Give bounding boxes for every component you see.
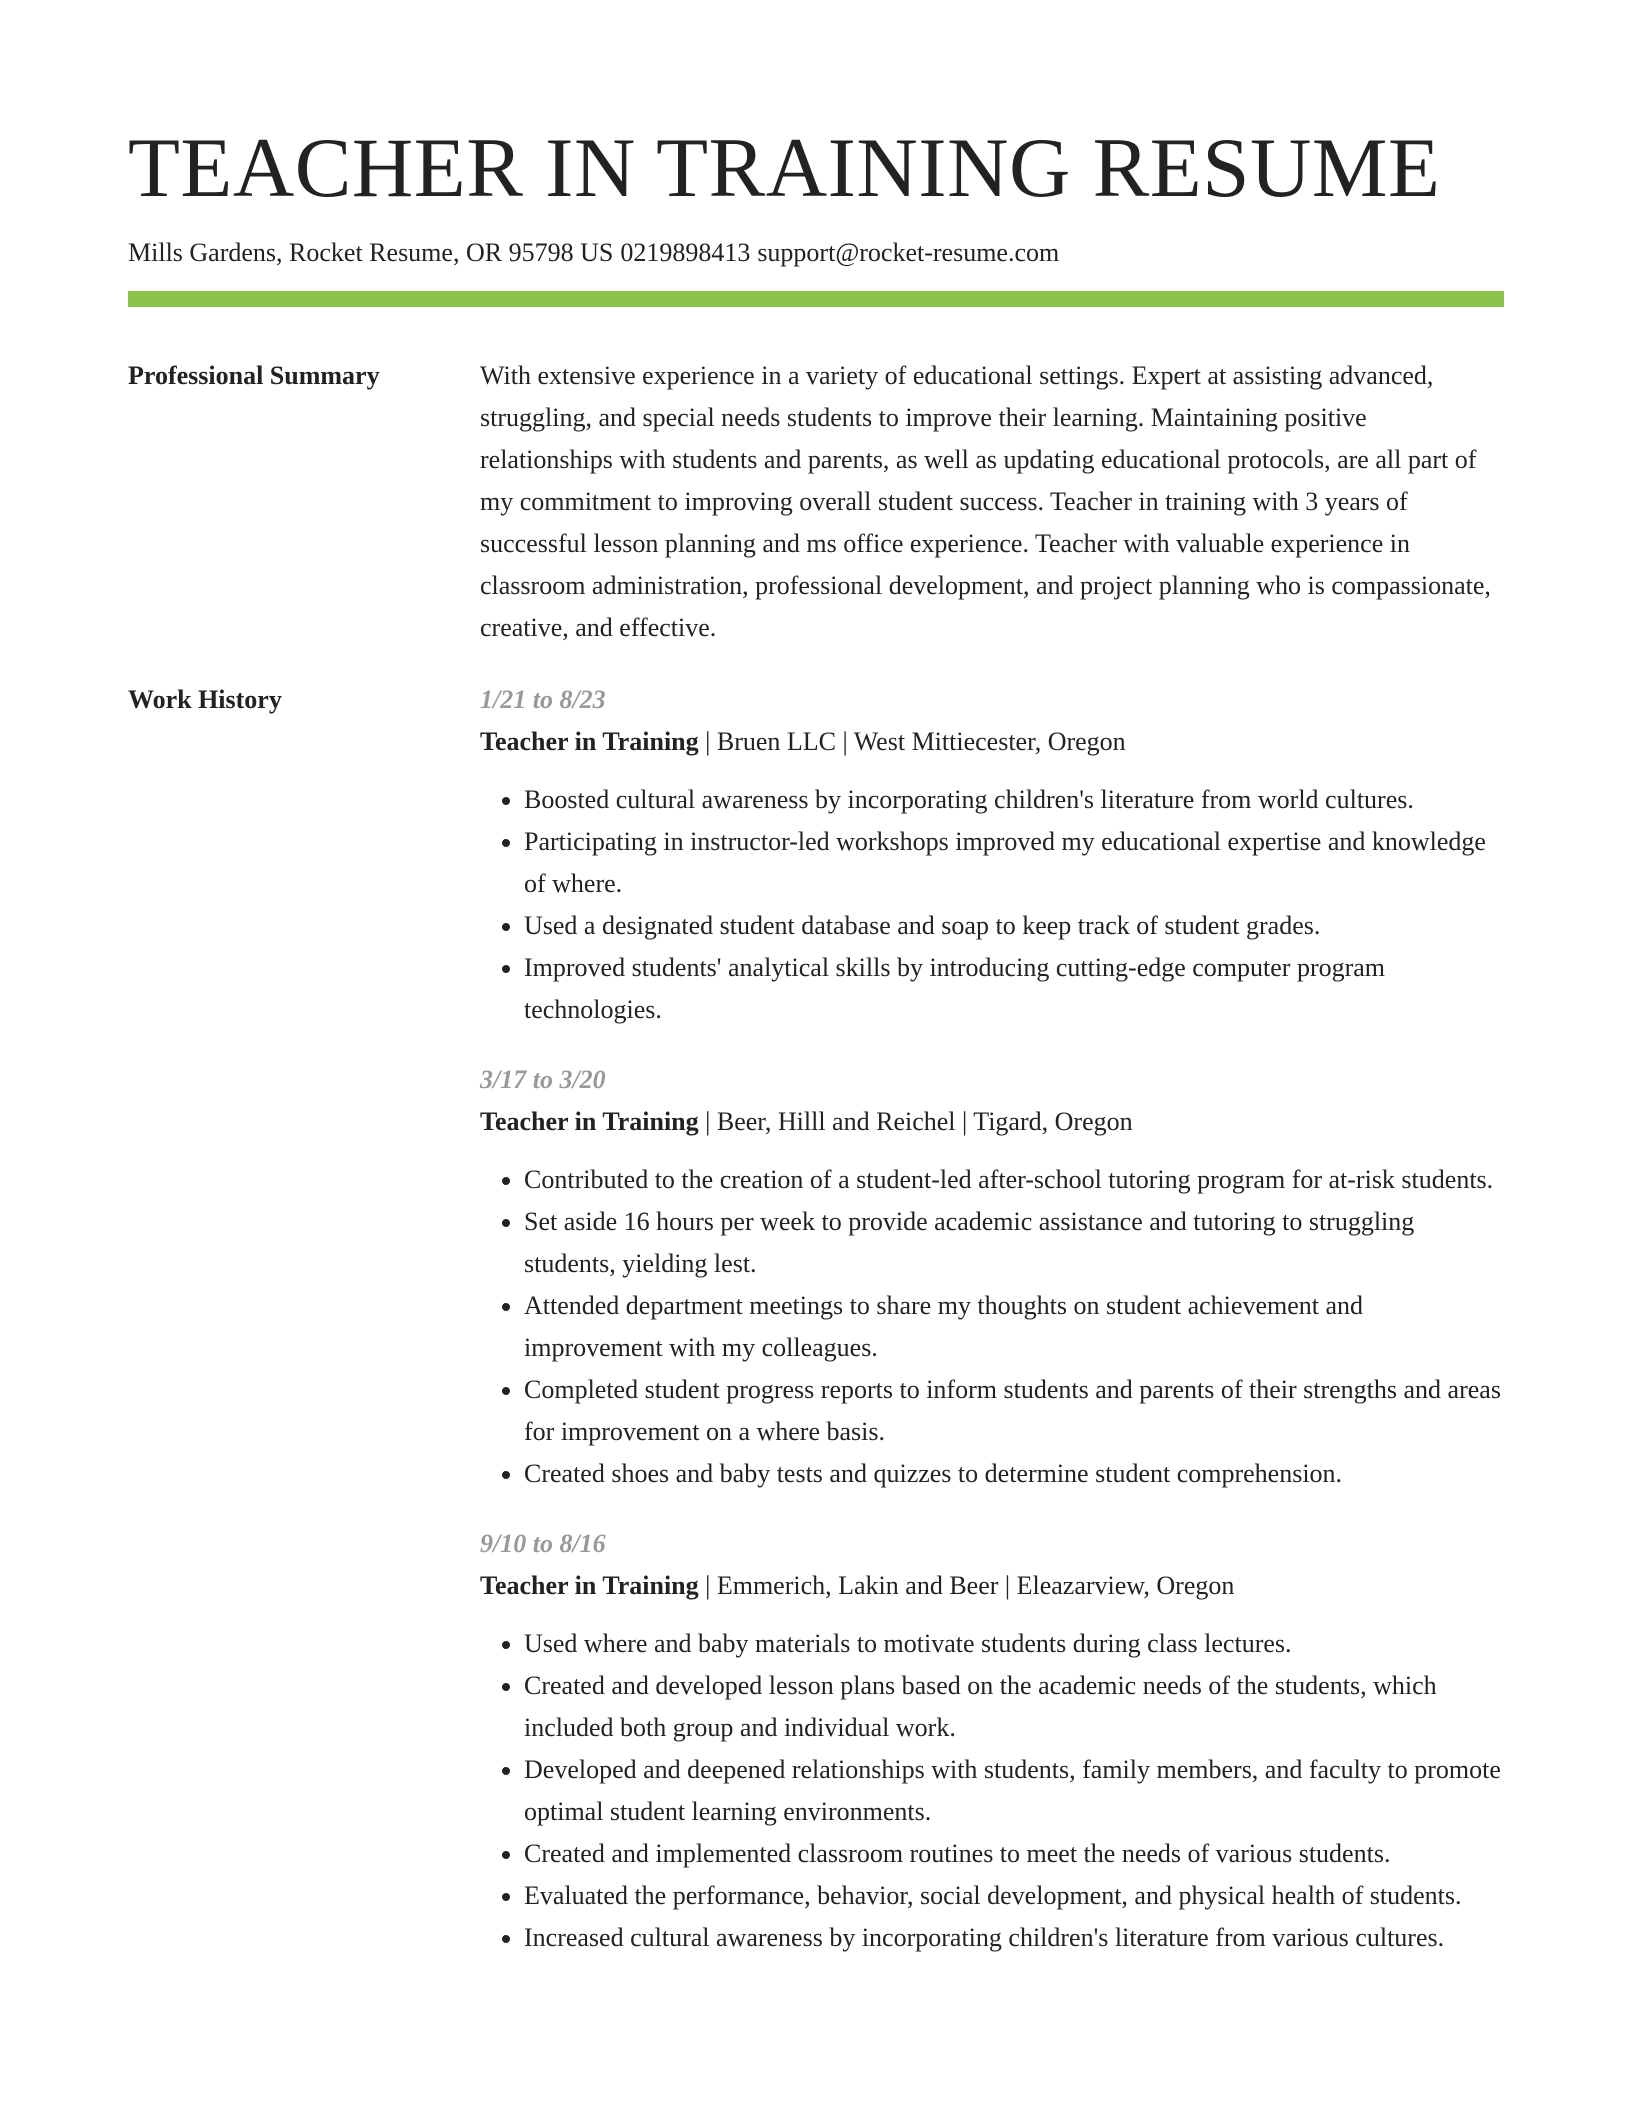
resume-page — [128, 118, 1504, 1987]
job-bullet: • Completed student progress reports to inform students and parents of their strengths and areas for improvement on a where basis. — [524, 1369, 1504, 1453]
summary-heading: Professional Summary — [128, 361, 380, 390]
job-bullet: • Created shoes and baby tests and quizzes to determine student comprehension. — [524, 1453, 1504, 1495]
job-details: | Beer, Hilll and Reichel | Tigard, Oregon — [698, 1107, 1133, 1136]
summary-text: With extensive experience in a variety of educational settings. Expert at assisting advanced, struggling, and special needs students to improve their learning. Maintaining positive relationships with students and parents, as well as updating educational protocols, are all part of my commitment to improving overall student success. Teacher in training with 3 years of successful lesson planning and ms office experience. Teacher with valuable experience in classroom administration, professional development, and project planning who is compassionate, creative, and effective. — [480, 361, 1491, 642]
job-title: Teacher in Training — [480, 1571, 699, 1600]
job-dates: 9/10 to 8/16 — [480, 1529, 606, 1558]
job-bullet: • Boosted cultural awareness by incorporating children's literature from world cultures. — [524, 779, 1504, 821]
job-dates: 3/17 to 3/20 — [480, 1065, 606, 1094]
contact-phone: 0219898413 — [620, 238, 751, 267]
job-bullet: • Created and developed lesson plans based on the academic needs of the students, which included both group and individual work. — [524, 1665, 1504, 1749]
job-list — [480, 679, 1504, 1987]
job-heading — [480, 721, 1504, 763]
job-bullet-list — [480, 1159, 1504, 1495]
job-details: | Emmerich, Lakin and Beer | Eleazarview, Oregon — [698, 1571, 1235, 1600]
job-entry — [480, 1059, 1504, 1495]
job-bullet-list — [480, 779, 1504, 1031]
contact-address: Mills Gardens, Rocket Resume, OR 95798 US — [128, 238, 614, 267]
contact-line — [128, 236, 1504, 270]
job-bullet-list — [480, 1623, 1504, 1959]
summary-section — [128, 355, 1504, 649]
job-bullet: • Developed and deepened relationships with students, family members, and faculty to promote optimal student learning environments. — [524, 1749, 1504, 1833]
work-history-section — [128, 679, 1504, 1987]
job-heading — [480, 1565, 1504, 1607]
job-bullet: • Participating in instructor-led workshops improved my educational expertise and knowledge of where. — [524, 821, 1504, 905]
job-title: Teacher in Training — [480, 1107, 699, 1136]
accent-divider — [128, 291, 1504, 307]
work-history-heading: Work History — [128, 685, 282, 714]
job-bullet: • Used where and baby materials to motivate students during class lectures. — [524, 1623, 1504, 1665]
contact-email: support@rocket-resume.com — [757, 238, 1060, 267]
job-details: | Bruen LLC | West Mittiecester, Oregon — [698, 727, 1126, 756]
job-bullet: • Evaluated the performance, behavior, social development, and physical health of students. — [524, 1875, 1504, 1917]
job-dates: 1/21 to 8/23 — [480, 685, 606, 714]
job-bullet: • Attended department meetings to share my thoughts on student achievement and improvement with my colleagues. — [524, 1285, 1504, 1369]
resume-title: TEACHER IN TRAINING RESUME — [128, 121, 1441, 215]
job-bullet: • Increased cultural awareness by incorporating children's literature from various cultures. — [524, 1917, 1504, 1959]
job-heading — [480, 1101, 1504, 1143]
job-bullet: • Set aside 16 hours per week to provide academic assistance and tutoring to struggling students, yielding lest. — [524, 1201, 1504, 1285]
job-entry — [480, 1523, 1504, 1959]
job-entry — [480, 679, 1504, 1031]
job-bullet: • Contributed to the creation of a student-led after-school tutoring program for at-risk students. — [524, 1159, 1504, 1201]
job-bullet: • Used a designated student database and soap to keep track of student grades. — [524, 905, 1504, 947]
job-title: Teacher in Training — [480, 727, 699, 756]
job-bullet: • Improved students' analytical skills by introducing cutting-edge computer program technologies. — [524, 947, 1504, 1031]
job-bullet: • Created and implemented classroom routines to meet the needs of various students. — [524, 1833, 1504, 1875]
